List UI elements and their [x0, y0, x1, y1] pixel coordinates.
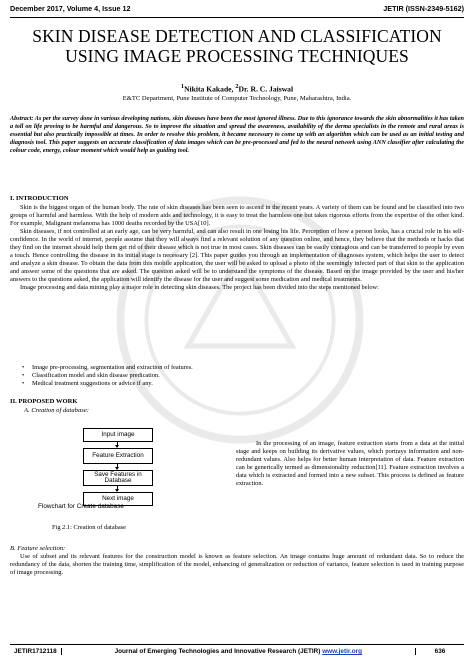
affiliation: E&TC Department, Pune Institute of Computer Technology, Pune, Maharashtra, India. [122, 95, 352, 102]
intro-paragraph-3: Image processing and data mining play a major role in detecting skin diseases. The project has been divided into the steps mentioned below: [20, 284, 379, 291]
flow-box-feature: Feature Extraction [83, 448, 153, 464]
flow-box-input: Input image [83, 428, 153, 442]
author1-name: Nikita Kakade, [184, 84, 236, 94]
author-line [0, 83, 474, 94]
intro-bullet-list [22, 364, 193, 389]
intro-heading: I. INTRODUCTION [10, 195, 69, 202]
feature-extraction-paragraph: In the processing of an image, feature extraction starts from a data at the initial stage and keeps on building its derivative values, which portrays information and non-redundant values. Also helps for better human interpretation of data. Feature extraction can be generically termed as dimensionality reduction[11]. Feature extraction involves a data which is extracted and formed into a new subset. This process is defined as feature extraction. [236, 440, 464, 487]
footer-journal [62, 648, 416, 655]
header-issue: December 2017, Volume 4, Issue 12 [10, 4, 131, 13]
flow-arrow [117, 464, 118, 469]
header-rule [10, 17, 464, 18]
page-footer [10, 648, 464, 655]
author1-sup: 1 [180, 83, 185, 90]
flow-box-save: Save Features in Database [83, 470, 153, 486]
header-issn: JETIR (ISSN-2349-5162) [383, 4, 464, 13]
proposed-heading: II. PROPOSED WORK [10, 398, 78, 405]
feature-selection-body [10, 553, 464, 577]
intro-body [10, 204, 464, 292]
footer-journal-name: Journal of Emerging Technologies and Innovative Research (JETIR) [114, 648, 323, 655]
footer-url-link[interactable]: www.jetir.org [322, 648, 363, 655]
author2-sup: 2 [235, 83, 239, 90]
page-header [10, 4, 464, 16]
footer-paper-id: JETIR1712118 [10, 648, 62, 655]
subsection-b-heading: B. Feature selection: [10, 545, 66, 552]
flow-box-next: Next image [83, 492, 153, 506]
title-line-1: SKIN DISEASE DETECTION AND CLASSIFICATION [32, 26, 442, 46]
author2-name: Dr. R. C. Jaiswal [238, 84, 294, 94]
paper-title [10, 26, 464, 66]
flow-arrow [117, 486, 118, 491]
subsection-a-heading: A. Creation of database: [24, 407, 89, 414]
abstract [10, 115, 464, 155]
title-line-2: USING IMAGE PROCESSING TECHNIQUES [65, 46, 409, 66]
list-item: • Classification model and skin disease predication. [22, 372, 193, 380]
list-item: • Medical treatment suggestions or advice if any. [22, 380, 193, 388]
intro-paragraph-1: Skin is the biggest organ of the human body. The rate of skin diseases has been seen to ascend in the recent years. A variety of them can be found and be classified into two groups of harmful and harmless. With the help of modern aids and technology, it is easy to treat the harmless one but takes rigorous efforts from the expertise of the other kind. For example, Malignant melanoma has 1000 deaths recorded by the USA[10]. [10, 204, 464, 227]
abstract-label: Abstract: [10, 115, 35, 122]
figure-caption: Fig 2.1: Creation of database [52, 524, 127, 531]
abstract-text: As per the survey done in various developing nations, skin diseases have been the most ignored illness. Due to this ignorance towards the skin abnormalities it has taken a toll on life proving to be harmful and dangerous. So to improve the situation and spread the awareness, availability of the derma specialists in the remote and rural areas is essential but also practically impossible at times. In order to resolve this problem, it became necessary to come up with an algorithm which can be used as an initial testing and diagnosis tool. This paper suggests an accurate classification of data images which can be pre-processed and fed to the neural network using ANN classifier after calculating the colour code, energy, colour moment which would help as guiding tool. [10, 115, 465, 155]
intro-paragraph-2: Skin diseases, if not controlled at an early age, can be very harmful, and can also result in one losing his life. Perception of how a person looks, has a crucial role in his self-confidence. In the world of internet, people assume that they will always find a relevant solution of any question online, and hence, they believe that the methods or hacks that they find on the internet should help them get rid of their disease which is not true in most cases. Skin diseases can be easily contagious and can be transferred to people by even a touch. Hence controlling the disease in its initial stage is necessary [2]. This paper guides you through an implementation of diagnoses system, which helps the user to detect and analyze a skin disease. To obtain the data from this mobile application, the user will be asked to upload a photo of the seemingly infected part of that skin to the application and answer some of the questions that are asked. The question asked will be to understand the symptoms of the disease. Based on the image provided by the user and his/her answers to the questions asked, the application will identify the disease for the user and suggest some medication and medical treatments. [10, 228, 464, 283]
feature-extraction-text [236, 440, 464, 488]
footer-rule [10, 644, 464, 645]
feature-selection-paragraph: Use of subset and its relevant features for the construction model is known as feature selection. An image contains huge amount of redundant data. So to reduce the redundancy of the data, shorten the training time, simplification of the model, enhancing of generalization or reduction of variance, feature selection is used in training purpose of image processing. [10, 553, 464, 576]
flowchart-caption: Flowchart for Create database [38, 503, 124, 510]
list-item: • Image pre-processing, segmentation and extraction of features. [22, 364, 193, 372]
footer-page-number: 636 [434, 648, 446, 655]
flow-arrow [117, 442, 118, 447]
